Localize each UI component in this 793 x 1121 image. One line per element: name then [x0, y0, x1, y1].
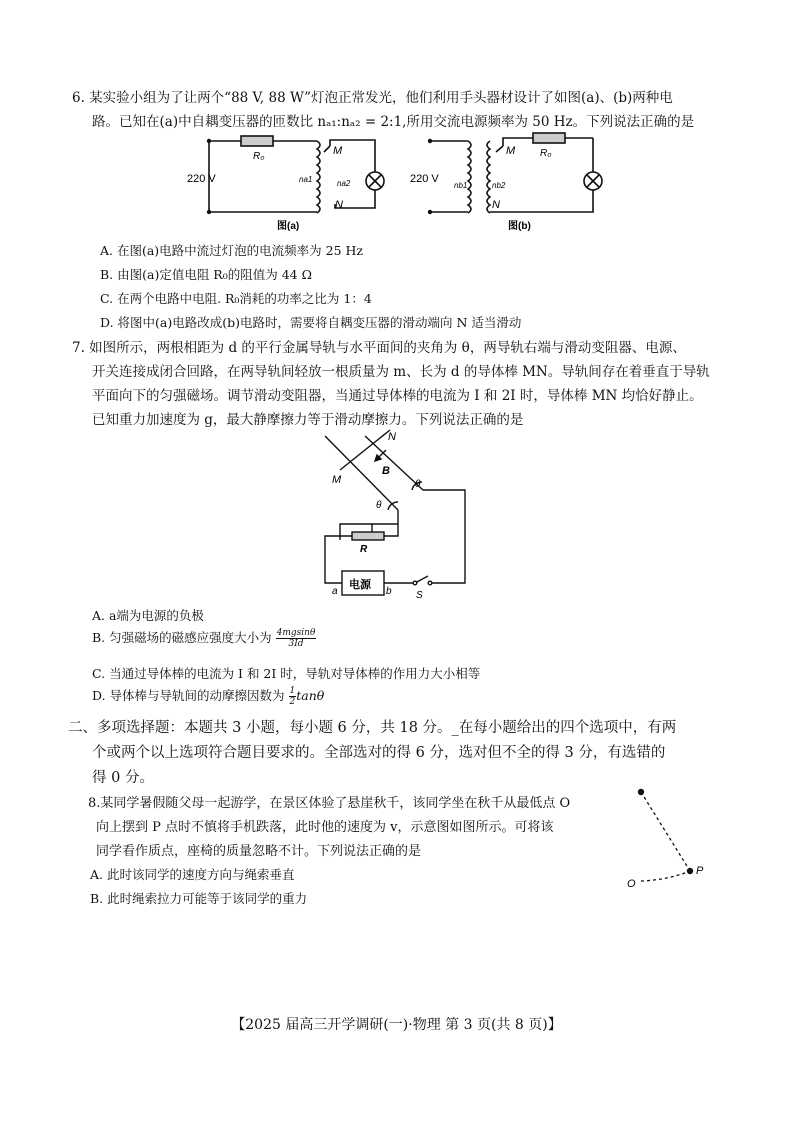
q7-option-b-prefix: B. 匀强磁场的磁感应强度大小为 [92, 630, 272, 645]
q7-option-b-fraction [276, 628, 317, 649]
section2-line3: 得 0 分。 [92, 770, 154, 786]
q8-stem-line1: 8.某同学暑假随父母一起游学，在景区体验了悬崖秋千，该同学坐在秋千从最低点 O [88, 796, 571, 811]
q6a-M: M [333, 145, 343, 157]
q7-stem-line3: 平面向下的匀强磁场。调节滑动变阻器，当通过导体棒的电流为 I 和 2I 时，导体棒 MN 均恰好静止。 [92, 388, 703, 404]
q7-label-B: B [382, 465, 390, 477]
q6b-resistor: R₀ [540, 148, 552, 159]
q7-stem-line4: 已知重力加速度为 g，最大静摩擦力等于滑动摩擦力。下列说法正确的是 [92, 412, 524, 428]
q7-stem-line2: 开关连接成闭合回路，在两导轨间轻放一根质量为 m、长为 d 的导体棒 MN。导轨间存在着垂直于导轨 [92, 364, 710, 380]
q7-option-b-denominator: 3Id [288, 639, 304, 649]
q8-option-a: A. 此时该同学的速度方向与绳索垂直 [90, 867, 295, 882]
q6b-M: M [506, 145, 516, 157]
section2-line2: 个或两个以上选项符合题目要求的。全部选对的得 6 分，选对但不全的得 3 分，有选错的 [92, 745, 666, 761]
q6a-na2: na2 [337, 179, 351, 188]
q6a-voltage: 220 V [187, 173, 216, 185]
q6-stem-line2: 路。已知在(a)中自耦变压器的匝数比 nₐ₁:nₐ₂ = 2:1,所用交流电源频率为 50 Hz。下列说法正确的是 [92, 114, 695, 130]
q6b-caption: 图(b) [508, 221, 531, 232]
q7-option-d [92, 685, 324, 707]
q7-label-b: b [386, 586, 392, 597]
page-footer: 【2025 届高三开学调研(一)·物理 第 3 页(共 8 页)】 [231, 1017, 562, 1033]
q8-figure [620, 784, 715, 894]
q7-stem-line1: 7. 如图所示，两根相距为 d 的平行金属导轨与水平面间的夹角为 θ，两导轨右端与滑动变阻器、电源、 [72, 340, 686, 356]
q6-figure-b [408, 132, 613, 232]
q6-option-c: C. 在两个电路中电阻. R₀消耗的功率之比为 1：4 [100, 291, 372, 306]
q6-figure-a [185, 132, 390, 232]
q8-label-O: O [627, 878, 636, 890]
q8-stem-line2: 向上摆到 P 点时不慎将手机跌落，此时他的速度为 v，示意图如图所示。可将该 [96, 820, 554, 835]
q7-option-a: A. a端为电源的负极 [92, 608, 204, 623]
section2-line1: 二、多项选择题：本题共 3 小题，每小题 6 分，共 18 分。_在每小题给出的四个选项中，有两 [68, 720, 677, 736]
q7-theta2: θ [376, 500, 382, 511]
q7-label-S: S [416, 590, 423, 601]
q6a-resistor: R₀ [253, 151, 265, 162]
q7-option-d-suffix: tanθ [296, 688, 325, 703]
q6b-nb2: nb2 [492, 181, 506, 190]
q7-option-d-prefix: D. 导体棒与导轨间的动摩擦因数为 [92, 688, 285, 703]
q7-label-M: M [332, 474, 342, 486]
q6a-na1: na1 [299, 175, 313, 184]
q6a-N: N [335, 199, 343, 211]
q7-figure [320, 428, 470, 603]
q7-option-d-denominator: 2 [289, 697, 296, 707]
q7-option-b-numerator: 4mgsinθ [276, 628, 316, 638]
q7-label-R: R [360, 544, 368, 555]
q7-label-N: N [388, 431, 396, 443]
q7-option-d-numerator: 1 [289, 686, 296, 696]
q7-source: 电源 [349, 579, 371, 591]
q7-label-a: a [332, 586, 338, 597]
q6-option-d: D. 将图中(a)电路改成(b)电路时，需要将自耦变压器的滑动端向 N 适当滑动 [100, 315, 522, 330]
q6b-nb1: nb1 [454, 181, 468, 190]
q8-stem-line3: 同学看作质点，座椅的质量忽略不计。下列说法正确的是 [96, 844, 422, 859]
q8-option-b: B. 此时绳索拉力可能等于该同学的重力 [90, 891, 308, 906]
q7-option-c: C. 当通过导体棒的电流为 I 和 2I 时，导轨对导体棒的作用力大小相等 [92, 666, 481, 681]
q6a-caption: 图(a) [277, 221, 300, 232]
q6b-voltage: 220 V [410, 173, 439, 185]
q6b-N: N [492, 199, 500, 211]
q7-option-b [92, 627, 316, 649]
q7-theta1: θ [415, 479, 421, 490]
q6-option-a: A. 在图(a)电路中流过灯泡的电流频率为 25 Hz [100, 243, 364, 258]
q8-label-P: P [696, 865, 704, 877]
q6-option-b: B. 由图(a)定值电阻 R₀的阻值为 44 Ω [100, 267, 312, 282]
q6-stem-line1: 6. 某实验小组为了让两个“88 V, 88 W”灯泡正常发光，他们利用手头器材设计了如图(a)、(b)两种电 [72, 90, 673, 106]
